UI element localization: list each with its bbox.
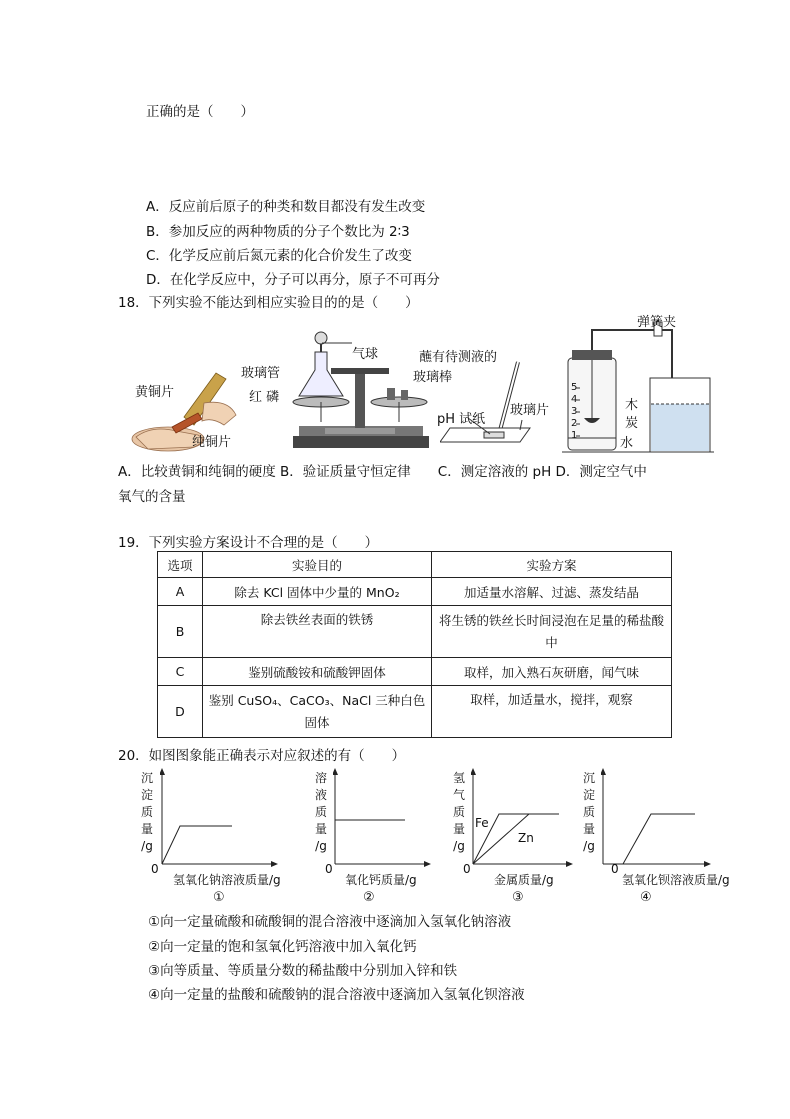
figure-c-label-ph-paper: pH 试纸: [437, 412, 486, 427]
graph1-ylabel: [141, 770, 153, 855]
q20-statement-3: ③向等质量、等质量分数的稀盐酸中分别加入锌和铁: [148, 963, 458, 979]
header-goal: 实验目的: [203, 552, 432, 578]
q17-option-b: B．参加反应的两种物质的分子个数比为 2∶3: [146, 224, 410, 240]
row-a-goal: 除去 KCl 固体中少量的 MnO₂: [203, 578, 432, 606]
graph1-origin: 0: [151, 862, 159, 876]
q17-option-a: A．反应前后原子的种类和数目都没有发生改变: [146, 199, 426, 215]
graph1-number: ①: [213, 890, 225, 905]
q20-stem: 20．如图图象能正确表示对应叙述的有（ ）: [118, 748, 406, 764]
row-d-option: D: [158, 686, 203, 738]
q20-statement-2: ②向一定量的饱和氢氧化钙溶液中加入氧化钙: [148, 939, 417, 955]
q20-statement-1: ①向一定量硫酸和硫酸铜的混合溶液中逐滴加入氢氧化钠溶液: [148, 914, 512, 930]
figure-d-label-charcoal: 炭: [625, 416, 639, 431]
q18-stem: 18．下列实验不能达到相应实验目的的是（ ）: [118, 295, 419, 311]
table-row: [158, 606, 672, 658]
table-row: [158, 686, 672, 738]
table-row: [158, 578, 672, 606]
figure-b-label-balloon: 气球: [352, 347, 379, 362]
graph3-ylabel: [453, 770, 465, 855]
graph3-fe-label: Fe: [475, 816, 489, 830]
q17-stem-tail: 正确的是（ ）: [146, 104, 254, 120]
figure-c-label-glass-slide: 玻璃片: [510, 403, 550, 418]
g2-y1: 液: [315, 788, 328, 802]
g2-y3: 量: [315, 822, 328, 836]
graph3-zn-label: Zn: [518, 831, 534, 845]
g1-y3: 量: [141, 822, 154, 836]
figure-d-label-wood: 木: [625, 398, 639, 413]
g1-y4: /g: [141, 839, 153, 853]
g3-y2: 质: [453, 805, 466, 819]
row-b-plan: 将生锈的铁丝长时间浸泡在足量的稀盐酸中: [432, 606, 672, 658]
row-b-goal: 除去铁丝表面的铁锈: [203, 606, 432, 658]
g4-y3: 量: [583, 822, 596, 836]
g3-y3: 量: [453, 822, 466, 836]
g1-y1: 淀: [141, 788, 154, 802]
g4-y4: /g: [583, 839, 595, 853]
figure-c-label-rod: 玻璃棒: [413, 370, 453, 385]
g3-y1: 气: [453, 788, 466, 802]
row-a-option: A: [158, 578, 203, 606]
header-plan: 实验方案: [432, 552, 672, 578]
figure-d-label-clamp: 弹簧夹: [637, 315, 677, 330]
row-c-plan: 取样，加入熟石灰研磨，闻气味: [432, 658, 672, 686]
scale-5: 5: [571, 382, 578, 393]
graph4-number: ④: [640, 890, 652, 905]
g4-y2: 质: [583, 805, 596, 819]
graph1-plot: [160, 768, 280, 868]
q20-statement-4: ④向一定量的盐酸和硫酸钠的混合溶液中逐滴加入氢氧化钡溶液: [148, 987, 525, 1003]
row-a-plan: 加适量水溶解、过滤、蒸发结晶: [432, 578, 672, 606]
row-c-option: C: [158, 658, 203, 686]
graph3-number: ③: [512, 890, 524, 905]
g4-y0: 沉: [583, 771, 596, 785]
table-header-row: [158, 552, 672, 578]
figure-d-oxygen-apparatus: [562, 318, 714, 454]
figure-d-scale: [571, 382, 577, 442]
graph2-origin: 0: [325, 862, 333, 876]
figure-b-label-phosphorus: 红 磷: [249, 390, 280, 405]
graph4-origin: 0: [611, 862, 619, 876]
q17-option-c: C．化学反应前后氮元素的化合价发生了改变: [146, 248, 412, 264]
q18-captions-line1: A．比较黄铜和纯铜的硬度 B．验证质量守恒定律 C．测定溶液的 pH D．测定空气中: [118, 464, 647, 480]
figure-b-leader-line: [322, 336, 354, 346]
graph2-xlabel: 氧化钙质量/g: [345, 873, 417, 887]
g3-y4: /g: [453, 839, 465, 853]
scale-2: 2: [571, 418, 578, 429]
g1-y0: 沉: [141, 771, 154, 785]
scale-1: 1: [571, 430, 578, 441]
header-option: 选项: [158, 552, 203, 578]
graph4-ylabel: [583, 770, 595, 855]
figure-c-label-dipped: 蘸有待测液的: [419, 350, 498, 365]
graph3-xlabel: 金属质量/g: [494, 873, 554, 887]
q19-table: [157, 551, 672, 738]
figure-d-label-water: 水: [620, 436, 634, 451]
q17-option-d: D．在化学反应中，分子可以再分，原子不可再分: [146, 272, 440, 288]
figure-a-label-brass: 黄铜片: [135, 385, 175, 400]
scale-3: 3: [571, 406, 578, 417]
row-d-goal: 鉴别 CuSO₄、CaCO₃、NaCl 三种白色固体: [203, 686, 432, 738]
graph3-origin: 0: [463, 862, 471, 876]
row-c-goal: 鉴别硫酸铵和硫酸钾固体: [203, 658, 432, 686]
g4-y1: 淀: [583, 788, 596, 802]
g3-y0: 氢: [453, 771, 466, 785]
row-d-plan: 取样，加适量水，搅拌，观察: [432, 686, 672, 738]
g2-y4: /g: [315, 839, 327, 853]
g1-y2: 质: [141, 805, 154, 819]
scale-4: 4: [571, 394, 578, 405]
graph1-xlabel: 氢氧化钠溶液质量/g: [173, 873, 281, 887]
graph2-plot: [333, 768, 433, 868]
graph4-plot: [601, 768, 711, 868]
row-b-option: B: [158, 606, 203, 658]
g2-y2: 质: [315, 805, 328, 819]
g2-y0: 溶: [315, 771, 328, 785]
q19-stem: 19．下列实验方案设计不合理的是（ ）: [118, 535, 379, 551]
graph2-number: ②: [363, 890, 375, 905]
graph2-ylabel: [315, 770, 327, 855]
table-row: [158, 658, 672, 686]
graph4-xlabel: 氢氧化钡溶液质量/g: [622, 873, 730, 887]
q18-captions-line2: 氧气的含量: [118, 489, 186, 505]
figure-b-label-tube: 玻璃管: [241, 366, 281, 381]
figure-a-label-copper: 纯铜片: [192, 435, 232, 450]
